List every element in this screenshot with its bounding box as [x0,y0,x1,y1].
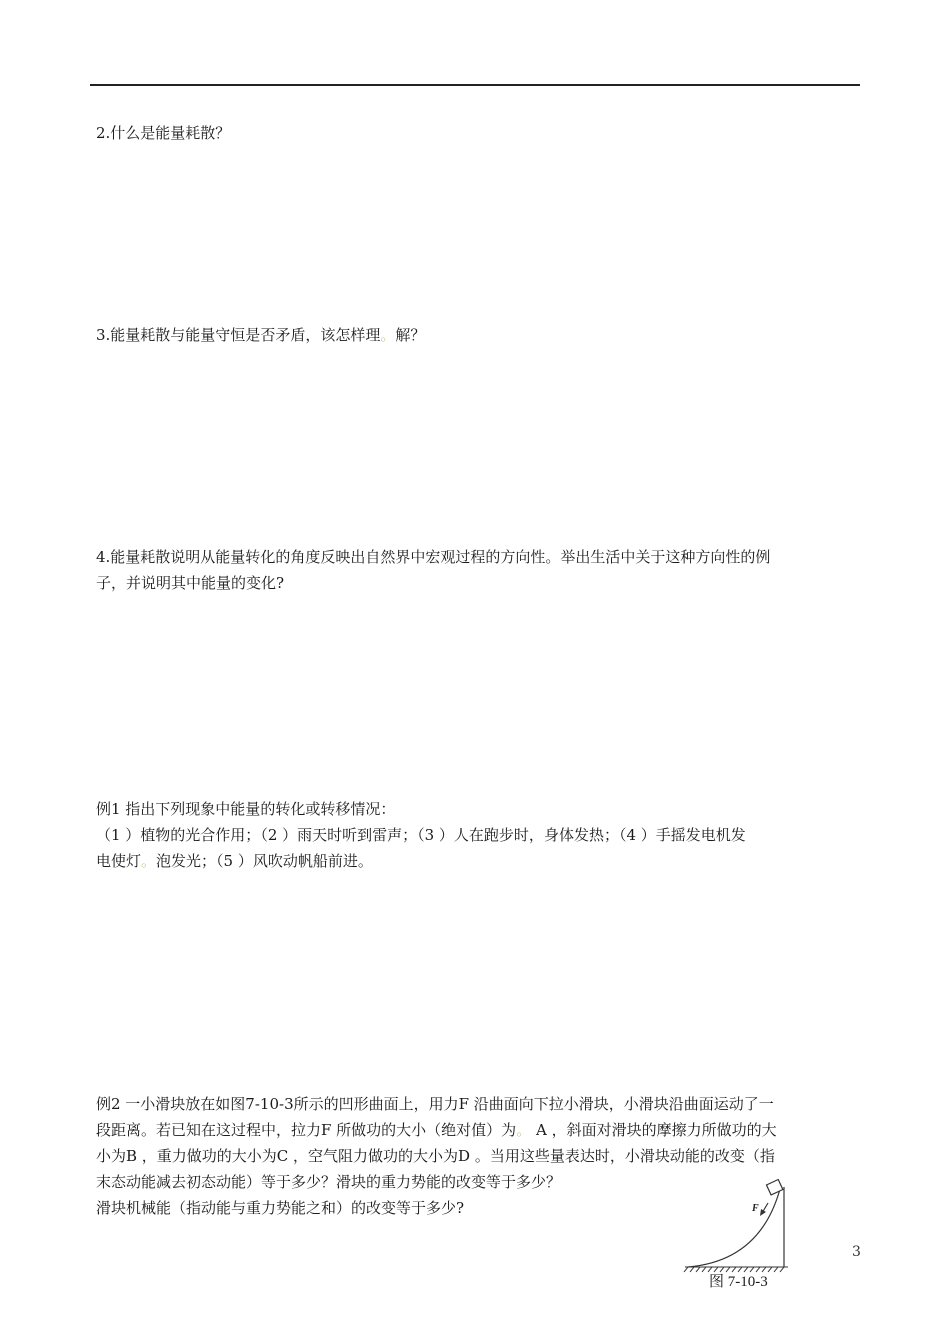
example-1-mark: 。 [141,852,157,870]
example-2-line-4: 末态动能减去初态动能）等于多少？滑块的重力势能的改变等于多少？ [96,1173,562,1191]
question-2-text: 2.什么是能量耗散？ [96,124,231,142]
question-3-text-b: 解？ [395,326,426,344]
example-1-line-1: 例1 指出下列现象中能量的转化或转移情况： [96,800,396,818]
question-4-line-1: 4.能量耗散说明从能量转化的角度反映出自然界中宏观过程的方向性。举出生活中关于这种方向性的例 [96,548,771,566]
example-1 [96,796,856,874]
force-label: F [752,1203,759,1214]
example-1-line-2: （1 ）植物的光合作用；（2 ）雨天时听到雷声；（3 ）人在跑步时，身体发热；（4 ）手摇发电机发 [96,826,746,844]
example-2-line-1: 例2 一小滑块放在如图7-10-3所示的凹形曲面上，用力F 沿曲面向下拉小滑块，小滑块沿曲面运动了一 [96,1095,774,1113]
force-arrowhead [760,1209,766,1216]
question-3-text-a: 3.能量耗散与能量守恒是否矛盾，该怎样理 [96,326,381,344]
example-2-line-5: 滑块机械能（指动能与重力势能之和）的改变等于多少? [96,1199,465,1217]
example-1-line-3b: 泡发光；（5 ）风吹动帆船前进。 [156,852,373,870]
slider-block [766,1180,782,1195]
header-rule [90,84,860,86]
page-number: 3 [852,1244,861,1260]
example-2-line-2b: A ，斜面对滑块的摩擦力所做功的大 [531,1121,777,1139]
question-3 [96,322,856,348]
example-2-line-2a: 段距离。若已知在这过程中，拉力F 所做功的大小（绝对值）为 [96,1121,517,1139]
curved-surface [688,1189,780,1267]
example-2-line-3: 小为B ，重力做功的大小为C ，空气阻力做功的大小为D 。当用这些量表达时，小滑块动能的改变（指 [96,1147,775,1165]
example-1-line-3a: 电使灯 [96,852,142,870]
question-2 [96,120,856,146]
question-4 [96,544,856,596]
example-2-mark: 。 [516,1121,532,1139]
question-4-line-2: 子，并说明其中能量的变化? [96,574,285,592]
question-3-mark: 。 [380,326,396,344]
figure-caption: 图 7-10-3 [709,1274,768,1290]
